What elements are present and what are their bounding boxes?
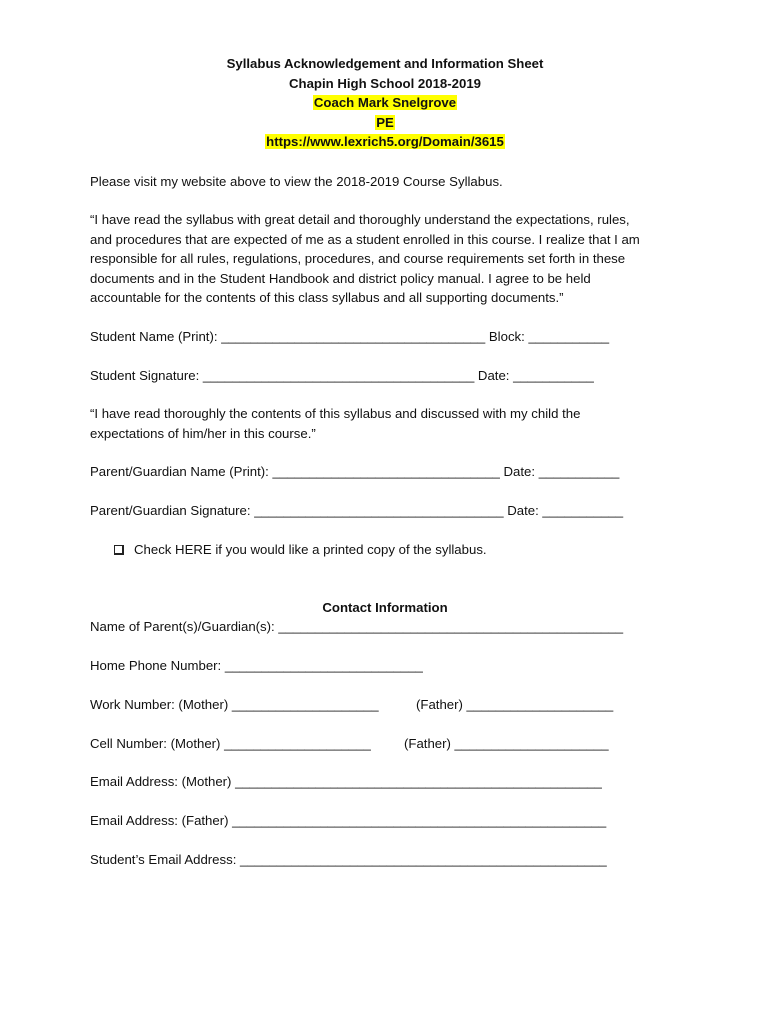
email-mother-field[interactable]: Email Address: (Mother) __________________________________________________ (90, 774, 602, 789)
cell-number-father-field[interactable]: (Father) _____________________ (404, 736, 609, 751)
parent-signature-field[interactable]: Parent/Guardian Signature: __________________________________ Date: ___________ (90, 503, 624, 518)
statement-line: “I have read the syllabus with great detail and thoroughly understand the expectations, rules, (90, 212, 630, 227)
student-email-field[interactable]: Student’s Email Address: __________________________________________________ (90, 852, 607, 867)
email-father-field[interactable]: Email Address: (Father) ___________________________________________________ (90, 813, 607, 828)
document-header (0, 54, 770, 152)
parents-name-field[interactable]: Name of Parent(s)/Guardian(s): _______________________________________________ (90, 619, 624, 634)
student-name-field[interactable]: Student Name (Print): ____________________________________ Block: ___________ (90, 329, 610, 344)
subject-name: PE (376, 114, 394, 130)
printed-copy-option[interactable] (114, 540, 487, 560)
statement-line: documents and in the Student Handbook and district policy manual. I agree to be held (90, 270, 591, 286)
work-number-father-field[interactable]: (Father) ____________________ (416, 697, 614, 712)
student-statement (90, 210, 680, 308)
document-title: Syllabus Acknowledgement and Information Sheet (226, 56, 544, 71)
cell-number-mother-field[interactable]: Cell Number: (Mother) ____________________ (90, 736, 371, 751)
home-phone-field[interactable]: Home Phone Number: ___________________________ (90, 658, 423, 673)
checkbox-icon[interactable] (114, 545, 124, 555)
intro-text: Please visit my website above to view the 2018-2019 Course Syllabus. (90, 174, 503, 189)
work-number-mother-field[interactable]: Work Number: (Mother) ____________________ (90, 697, 379, 712)
statement-line: accountable for the contents of this class syllabus and all supporting documents.” (90, 290, 564, 306)
contact-section-title: Contact Information (322, 600, 448, 615)
student-signature-field[interactable]: Student Signature: _____________________________________ Date: ___________ (90, 368, 594, 383)
checkbox-label: Check HERE if you would like a printed copy of the syllabus. (134, 542, 487, 557)
statement-line: expectations of him/her in this course.” (90, 425, 316, 441)
website-link[interactable]: https://www.lexrich5.org/Domain/3615 (266, 134, 504, 149)
statement-line: and procedures that are expected of me as a student enrolled in this course. I realize that I am (90, 231, 640, 247)
statement-line: responsible for all rules, regulations, procedures, and course requirements set forth in these (90, 251, 626, 267)
school-name: Chapin High School 2018-2019 (288, 75, 481, 91)
statement-line: “I have read thoroughly the contents of this syllabus and discussed with my child the (90, 406, 581, 421)
parent-name-field[interactable]: Parent/Guardian Name (Print): _______________________________ Date: ___________ (90, 464, 620, 479)
parent-statement (90, 404, 680, 443)
teacher-name: Coach Mark Snelgrove (313, 95, 457, 110)
